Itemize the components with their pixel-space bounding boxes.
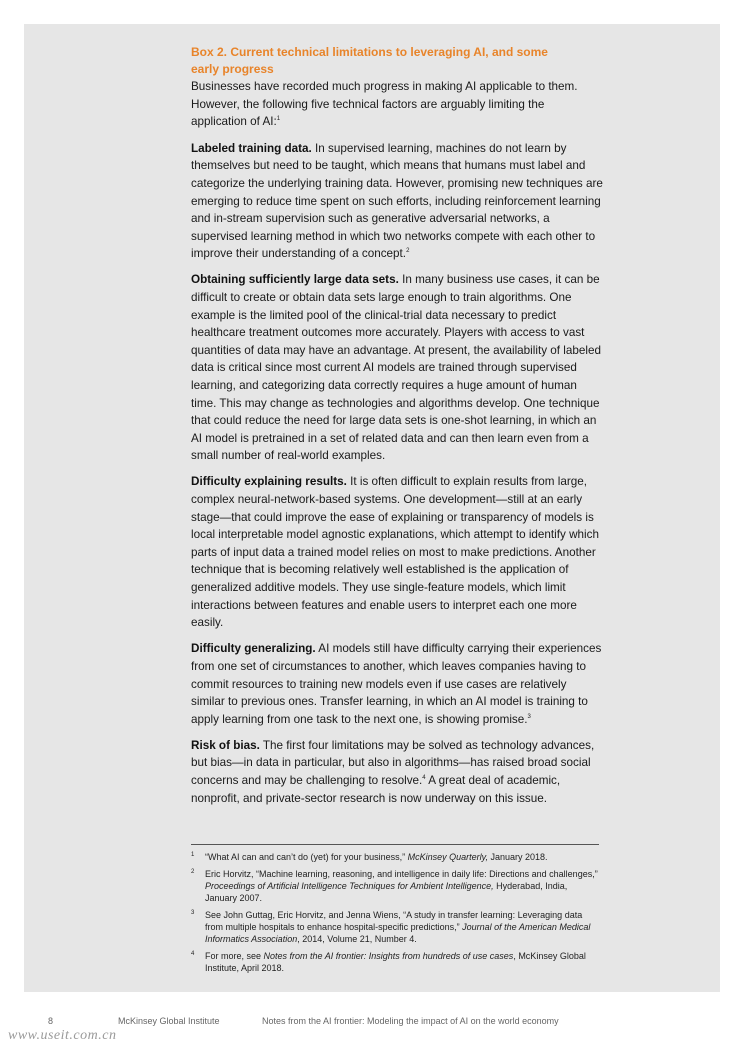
box-intro: Businesses have recorded much progress in making AI applicable to them. However, the following five technical factors are arguably limiting the application of AI:$^1$ (191, 80, 578, 129)
footnote-item: 4 For more, see Notes from the AI frontier: Insights from hundreds of use cases, McKinsey Global Institute, April 2018. (191, 951, 586, 973)
publisher-name: McKinsey Global Institute (118, 1016, 220, 1026)
footnote-ref[interactable]: 3 (527, 713, 531, 720)
section-risk-of-bias: Risk of bias. The first four limitations may be solved as technology advances, but bias—in data in particular, but also in algorithms—has raised broad social concerns and may be challenging to resolve.$^4$ A great deal of academic, nonprofit, and private-sector research is now underway on this issue. (191, 738, 595, 805)
footnote-ref[interactable]: 4 (422, 775, 426, 782)
footnotes (191, 851, 599, 979)
box-content (191, 44, 603, 816)
footnote-item: 1 “What AI can and can’t do (yet) for your business,” McKinsey Quarterly, January 2018. (191, 852, 548, 862)
section-large-data-sets: Obtaining sufficiently large data sets. In many business use cases, it can be difficult to create or obtain data sets large enough to train algorithms. One example is the limited pool of the clinical-trial data necessary to predict healthcare treatment outcomes more accurately. Players with access to vast quantities of data may have an advantage. At present, the availability of labeled data is critical since most current AI models are trained through supervised learning, and categorizing data correctly requires a huge amount of human time. This may change as technologies and algorithms develop. One technique that could reduce the need for large data sets is one-shot learning, in which an AI model is pretrained in a set of related data and can then learn even from a small number of real-world examples. (191, 273, 601, 463)
section-labeled-data: Labeled training data. In supervised learning, machines do not learn by themselves but need to be taught, which means that humans must label and categorize the underlying training data. However, promising new techniques are emerging to reduce time spent on such efforts, including reinforcement learning and in-stream supervision such as generative adversarial networks, a supervised learning method in which two networks compete with each other to improve their understanding of a concept.$^2$ (191, 141, 603, 261)
footnote-item: 2 Eric Horvitz, “Machine learning, reasoning, and intelligence in daily life: Directions and challenges,” Proceedings of Artificial Intelligence Techniques for Ambient Intelligence, Hyderabad, India, January 2007. (191, 869, 598, 903)
page-number: 8 (48, 1016, 54, 1026)
limitations-box (24, 24, 720, 992)
footnote-item: 3 See John Guttag, Eric Horvitz, and Jenna Wiens, “A study in transfer learning: Leveraging data from multiple hospitals to enhance hospital-specific predictions,” Journal of the American Medical Informatics Association, 2014, Volume 21, Number 4. (191, 910, 591, 944)
footnote-divider (191, 844, 599, 845)
footnote-ref[interactable]: 1 (276, 116, 281, 123)
section-generalizing: Difficulty generalizing. AI models still have difficulty carrying their experiences from one set of circumstances to another, which leaves companies having to commit resources to training new models even if use cases are relatively similar to previous ones. Transfer learning, in which an AI model is training to apply learning from one task to the next one, is showing promise.$^3$ (191, 642, 602, 726)
report-title: Notes from the AI frontier: Modeling the impact of AI on the world economy (262, 1016, 559, 1026)
footnote-ref[interactable]: 2 (406, 248, 410, 255)
section-explaining-results: Difficulty explaining results. It is often difficult to explain results from large, complex neural-network-based systems. One development—still at an early stage—that could improve the ease of explaining or transparency of models is local interpretable model agnostic explanations, which attempt to identify which parts of input data a trained model relies on most to make predictions. Another technique that is becoming relatively well established is the application of generalized additive models. They use single-feature models, which limit interactions between features and enable users to interpret each one more easily. (191, 475, 599, 630)
box-title: Box 2. Current technical limitations to leveraging AI, and some early progress (191, 45, 548, 76)
watermark: www.useit.com.cn (8, 1028, 117, 1043)
